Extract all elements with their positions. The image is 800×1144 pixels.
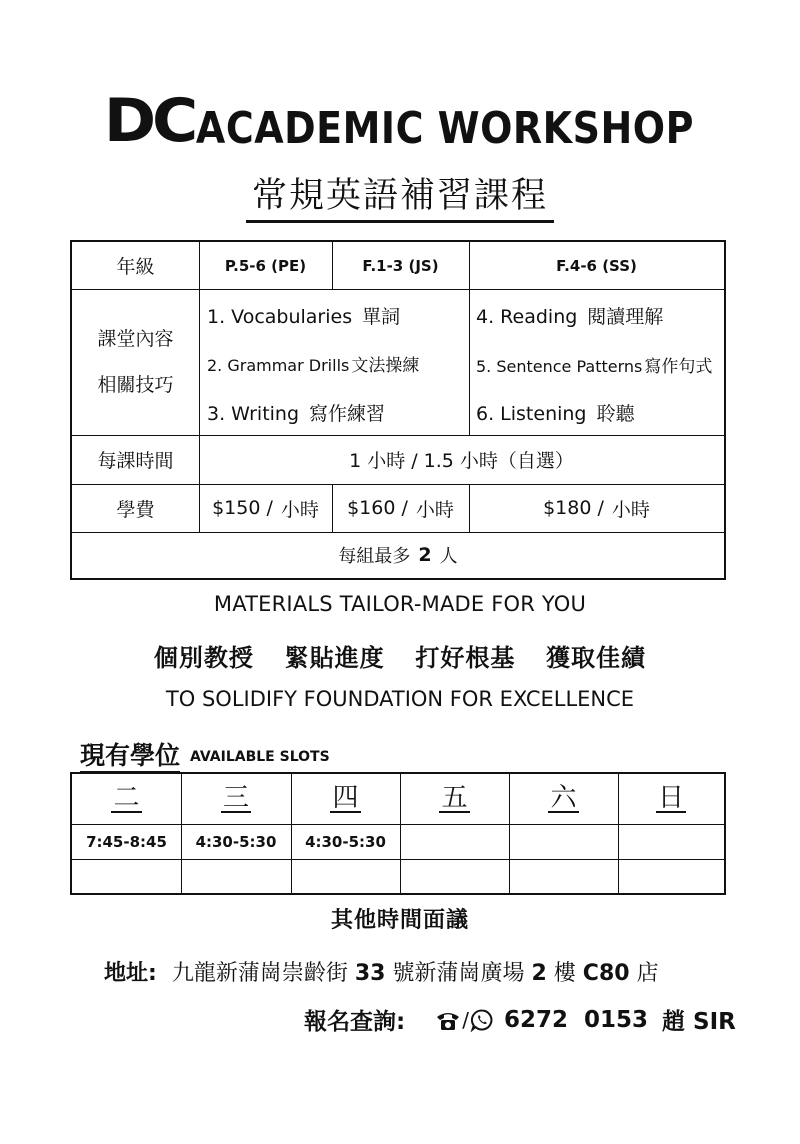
address-label: 地址: [104, 961, 157, 986]
fee-ss: $180 / 小時 [543, 497, 650, 521]
phone-number: 6272 0153 [503, 1006, 648, 1033]
slots-title-zh: 現有學位 [80, 741, 180, 773]
group-note: 每組最多 2 人 [338, 544, 458, 567]
slot-time: 4:30-5:30 [195, 832, 277, 851]
content-label-line2: 相關技巧 [97, 374, 174, 396]
phone-icon [435, 1008, 461, 1032]
duration-value: 1 小時 / 1.5 小時（自選） [349, 450, 574, 472]
content-item: 3. Writing 寫作練習 [207, 403, 386, 425]
other-times: 其他時間面議 [330, 908, 469, 933]
fee-label: 學費 [116, 498, 155, 521]
day-sat: 六 [550, 783, 577, 813]
content-label-line1: 課堂內容 [97, 328, 174, 350]
slots-table [70, 772, 726, 895]
grade-label: 年級 [116, 256, 155, 278]
course-title-text: 常規英語補習課程 [246, 168, 554, 223]
fee-pe: $150 / 小時 [212, 497, 319, 521]
day-sun: 日 [657, 783, 684, 813]
day-fri: 五 [441, 783, 468, 813]
slot-time: 7:45-8:45 [86, 832, 167, 851]
course-title [0, 168, 800, 223]
slogan-chinese: 個別教授 緊貼進度 打好根基 獲取佳績 [153, 644, 647, 672]
slot-time [509, 824, 618, 859]
whatsapp-icon [470, 1008, 494, 1032]
day-tue: 二 [113, 783, 140, 813]
logo-mark: DC [103, 86, 195, 156]
content-item: 4. Reading 閱讀理解 [476, 306, 664, 328]
logo-text: ACADEMIC WORKSHOP [195, 102, 694, 154]
slogan-foundation: TO SOLIDIFY FOUNDATION FOR EXCELLENCE [165, 687, 635, 711]
slots-title-en: AVAILABLE SLOTS [190, 749, 330, 765]
content-item: 6. Listening 聆聽 [476, 403, 635, 425]
fee-js: $160 / 小時 [347, 497, 454, 521]
grade-ss: F.4-6 (SS) [556, 256, 637, 275]
slot-time [400, 824, 509, 859]
enquiry-label: 報名查詢: [304, 1009, 406, 1035]
content-item: 1. Vocabularies 單詞 [207, 306, 401, 328]
day-thu: 四 [332, 783, 359, 813]
grade-js: F.1-3 (JS) [362, 256, 439, 275]
content-item: 5. Sentence Patterns 寫作句式 [476, 357, 713, 377]
slot-time [618, 824, 724, 859]
day-wed: 三 [222, 783, 249, 813]
slogan-materials: MATERIALS TAILOR-MADE FOR YOU [213, 592, 587, 616]
slot-time: 4:30-5:30 [305, 832, 386, 851]
grade-pe: P.5-6 (PE) [224, 256, 307, 275]
enquiry: 報名查詢: / 6272 0153 趙 SIR [304, 1003, 736, 1036]
content-label [72, 289, 199, 435]
address: 地址: 九龍新蒲崗崇齡街 33 號新蒲崗廣場 2 樓 C80 店 [104, 961, 659, 986]
logo [0, 86, 800, 156]
content-item: 2. Grammar Drills 文法操練 [207, 356, 420, 376]
duration-label: 每課時間 [97, 450, 174, 472]
course-table [70, 240, 726, 580]
slots-heading [80, 736, 330, 772]
contact-name: 趙 SIR [662, 1009, 736, 1035]
